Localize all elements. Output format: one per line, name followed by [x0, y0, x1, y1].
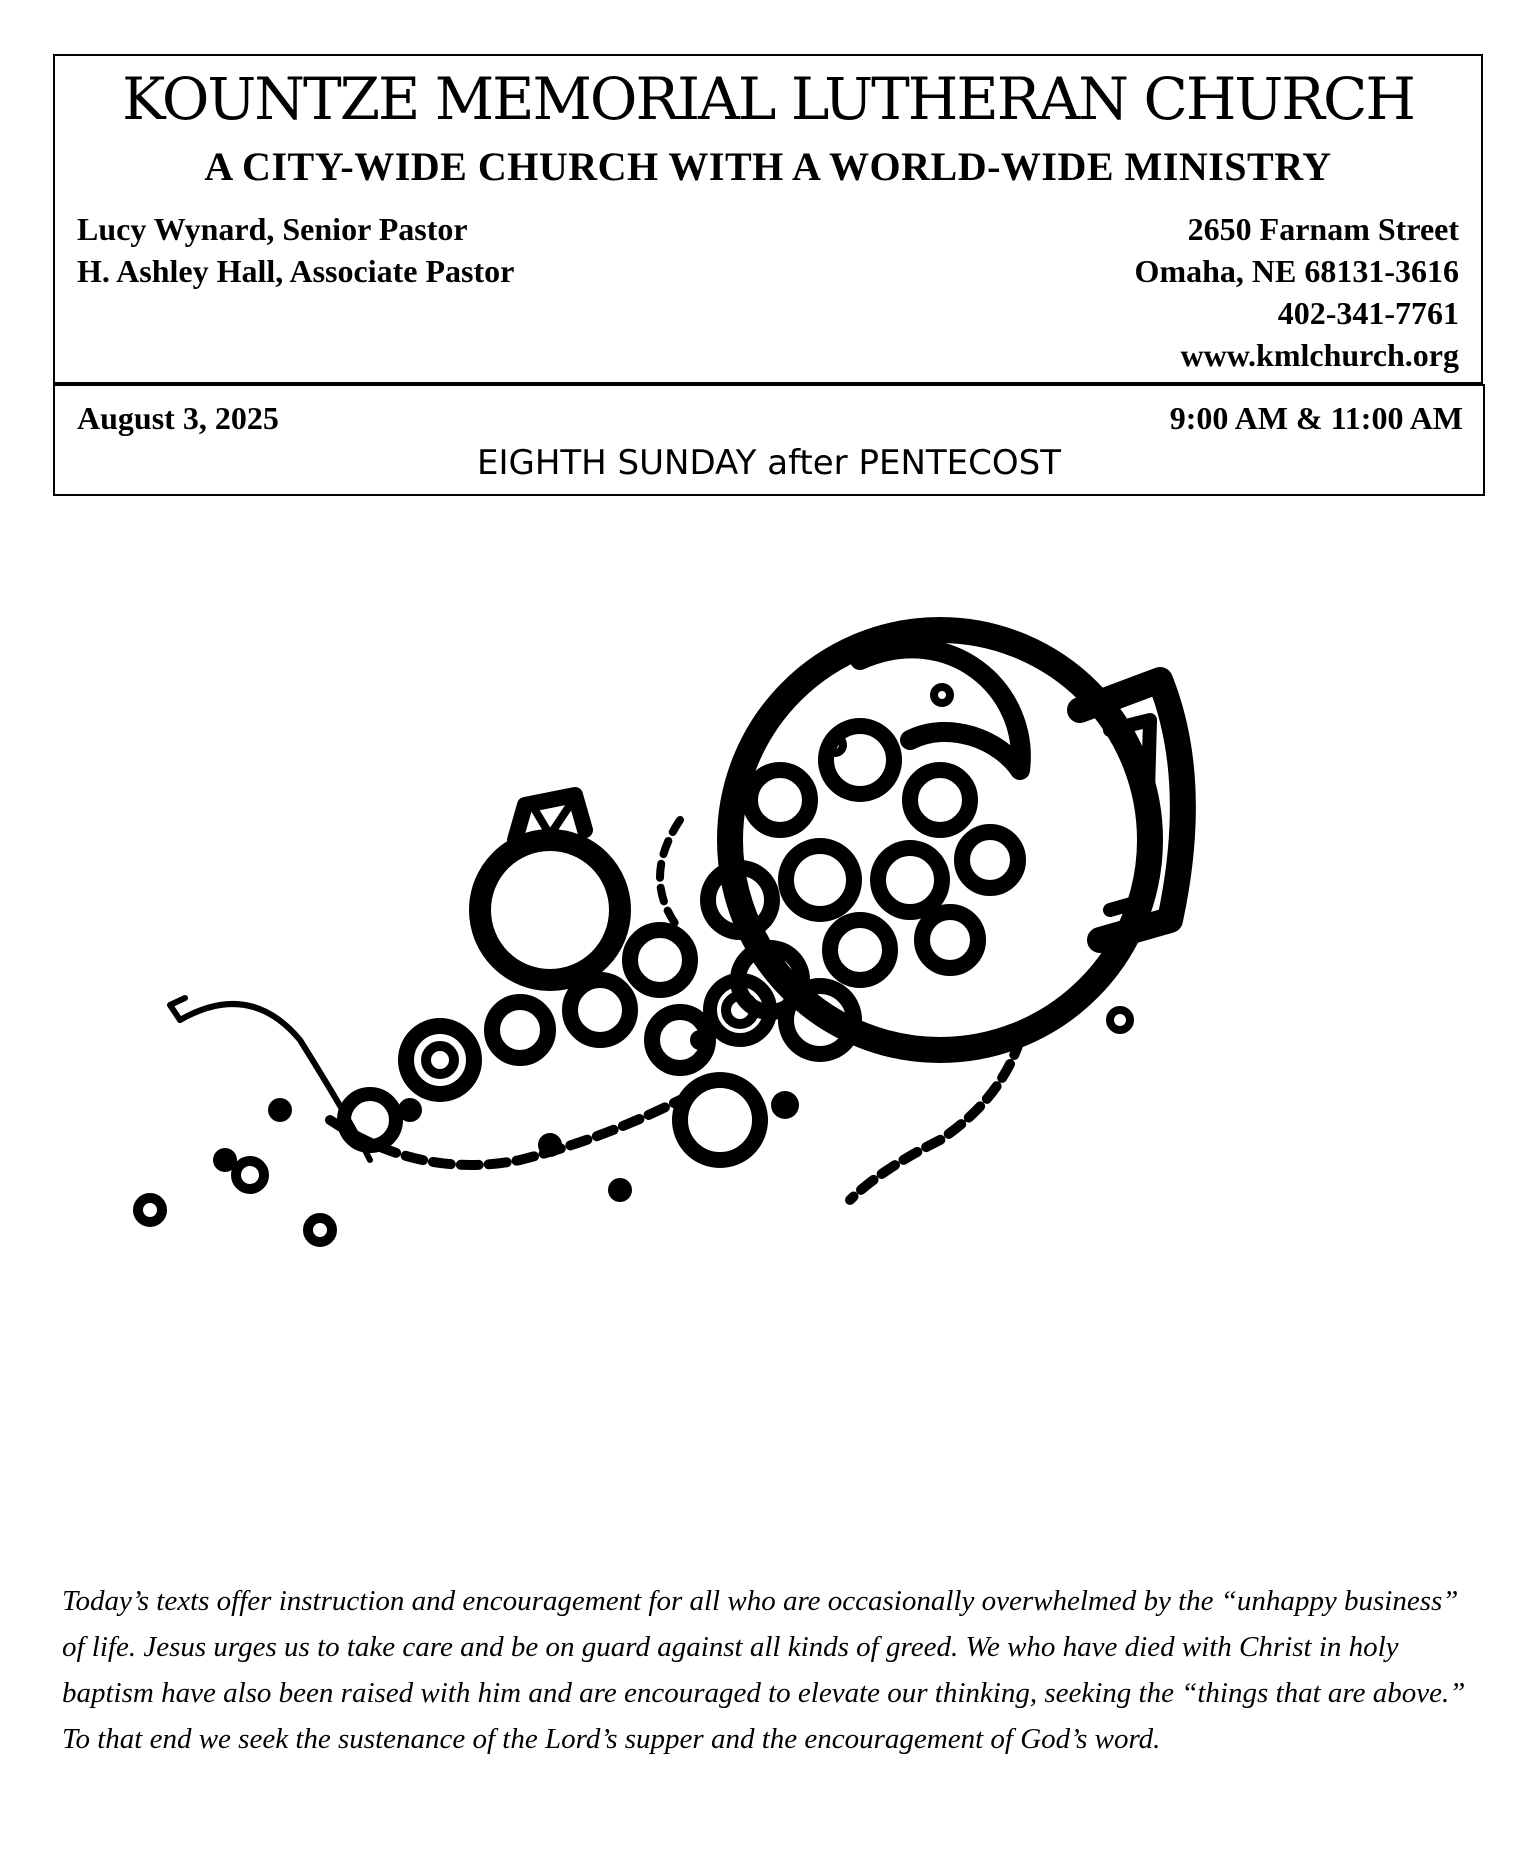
intro-paragraph: Today’s texts offer instruction and encouragement for all who are occasionally overwhelmed by the “unhappy business” of life. Jesus urges us to take care and be on guard against all kinds of greed. We who have died with Christ in holy baptism have also been raised with him and are encouraged to elevate our thinking, seeking the “things that are above.” To that end we seek the sustenance of the Lord’s supper and the encouragement of God’s word.: [62, 1585, 1466, 1755]
church-address: [1135, 208, 1459, 376]
liturgical-day: EIGHTH SUNDAY after PENTECOST: [476, 443, 1061, 483]
street-address: 2650 Farnam Street: [1187, 211, 1459, 247]
church-name: KOUNTZE MEMORIAL LUTHERAN CHURCH: [122, 65, 1414, 133]
website: www.kmlchurch.org: [1180, 337, 1459, 373]
pastor-list: [77, 208, 514, 292]
senior-pastor: Lucy Wynard, Senior Pastor: [77, 211, 468, 247]
overturned-jar-of-pearls-and-jewels-icon: [120, 600, 1420, 1440]
associate-pastor: H. Ashley Hall, Associate Pastor: [77, 253, 515, 289]
service-info: [53, 384, 1485, 496]
service-date: August 3, 2025: [77, 400, 279, 436]
church-header: [53, 54, 1483, 384]
city-state-zip: Omaha, NE 68131-3616: [1134, 253, 1459, 289]
service-times: 9:00 AM & 11:00 AM: [1169, 400, 1463, 436]
church-tagline: A CITY-WIDE CHURCH WITH A WORLD-WIDE MINISTRY: [204, 144, 1332, 189]
phone-number: 402-341-7761: [1277, 295, 1459, 331]
